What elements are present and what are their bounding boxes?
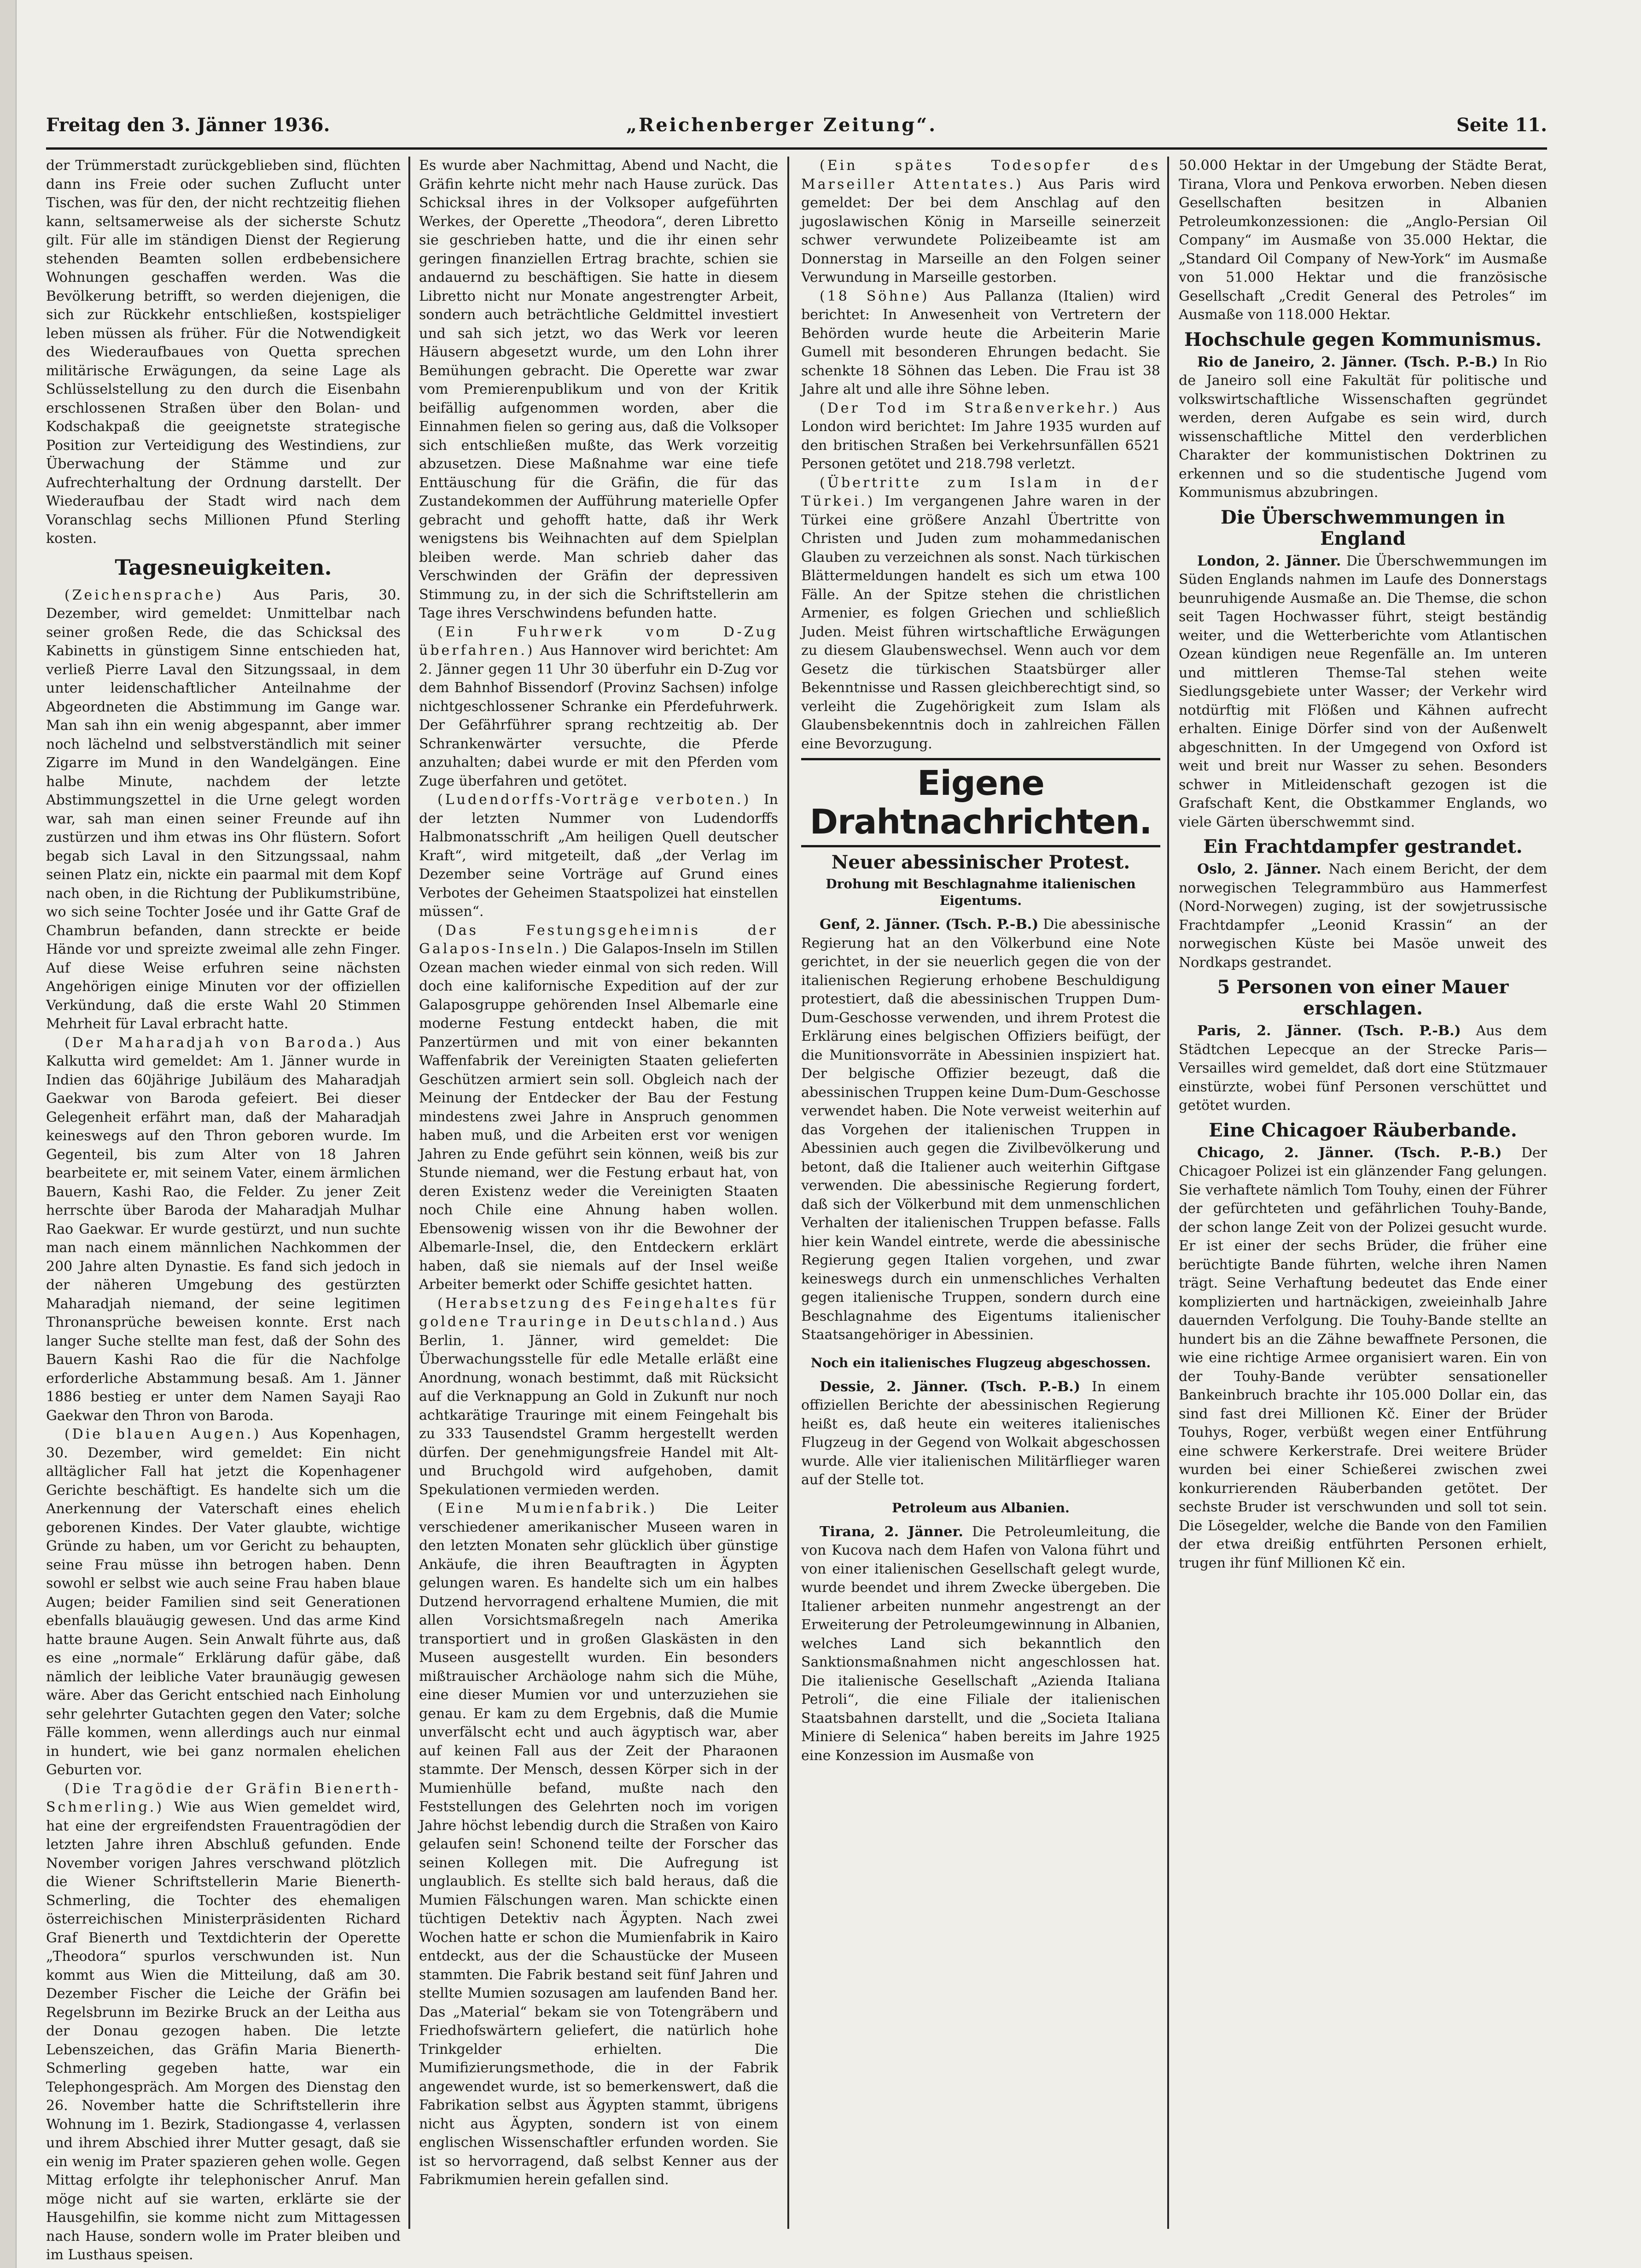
article-paragraph: (Eine Mumienfabrik.) Die Leiter verschiedener amerikanischer Museen waren in den letzten Monaten sehr glücklich über günstige Ankäufe, die ihren Beauftragten in Ägypten gelungen waren. Es handelte sich um ein halbes Dutzend hervorragend erhaltene Mumien, die mit allen Vorsichtsmaßregeln nach Amerika transportiert und in großen Glaskästen in den Museen ausgestellt wurden. Ein besonders mißtrauischer Archäologe nahm sich die Mühe, eine dieser Mumien vor und unterzuziehen sie genau. Er kam zu dem Ergebnis, daß die Mumie unverfälscht echt und auch ägyptisch war, aber auf keinen Fall aus der Zeit der Pharaonen stammte. Der Mensch, dessen Körper sich in der Mumienhülle befand, mußte nach den Feststellungen des Gelehrten noch im vorigen Jahre höchst lebendig durch die Straßen von Kairo gelaufen sein! Schonend teilte der Forscher das seinen Kollegen mit. Die Aufregung ist unglaublich. Es stellte sich bald heraus, daß die Mumien Fälschungen waren. Man schickte einen tüchtigen Detektiv nach Ägypten. Nach zwei Wochen hatte er schon die Mumienfabrik in Kairo entdeckt, aus der die Schaustücke der Museen stammten. Die Fabrik bestand seit fünf Jahren und stellte Mumien sozusagen am laufenden Band her. Das „Material“ bekam sie von Totengräbern und Friedhofswärtern geliefert, die natürlich hohe Trinkgelder erhielten. Die Mumifizierungsmethode, die in der Fabrik angewendet wurde, ist so bemerkenswert, daß die Fabrikation selbst aus Ägypten stammt, übrigens nicht aus Ägypten, sondern ist von einem englischen Wissenschaftler erfunden worden. Sie ist so hervorragend, daß selbst Kenner aus der Fabrikmumien herein gefallen sind. [419, 1500, 778, 2188]
article-paragraph: der Trümmerstadt zurückgeblieben sind, flüchten dann ins Freie oder suchen Zuflucht unter Tischen, was für den, der nicht rechtzeitig fliehen kann, seltsamerweise als der sicherste Schutz gilt. Für alle im ständigen Dienst der Regierung stehenden Beamten sollen erdbebensichere Wohnungen geschaffen werden. Was die Bevölkerung betrifft, so werden diejenigen, die sich zur Rückkehr entschließen, kostspieliger leben müssen als früher. Für die Notwendigkeit des Wiederaufbaues von Quetta sprechen militärische Erwägungen, da seine Lage als Schlüsselstellung zu den durch die Eisenbahn erschlossenen Straßen über den Bolan- und Kodschakpaß die geeignetste strategische Position zur Verteidigung des Westindiens, zur Überwachung der Stämme und zur Aufrechterhaltung der Ordnung darstellt. Der Wiederaufbau der Stadt wird nach dem Voranschlag sechs Millionen Pfund Sterling kosten. [46, 157, 401, 547]
column-1 [46, 157, 401, 2263]
issue-date: Freitag den 3. Jänner 1936. [46, 114, 330, 136]
article-paragraph: Dessie, 2. Jänner. (Tsch. P.-B.) In einem offiziellen Berichte der abessinischen Regierung heißt es, daß heute ein weiteres italienisches Flugzeug in der Gegend von Wolkait abgeschossen wurde. Alle vier italienischen Militärflieger waren auf der Stelle tot. [801, 1378, 1160, 1488]
section-heading-wire-news: Eigene Drahtnachrichten. [801, 758, 1160, 847]
article-paragraph: (Ludendorffs-Vorträge verboten.) In der letzten Nummer von Ludendorffs Halbmonatsschrift „Am heiligen Quell deutscher Kraft“, wird mitgeteilt, daß „der Verlag im Dezember seine Vorträge auf Grund eines Verbotes der Geheimen Staatspolizei hat einstellen müssen“. [419, 792, 778, 920]
article-paragraph: 50.000 Hektar in der Umgebung der Städte Berat, Tirana, Vlora und Penkova erworben. Neben diesen Gesellschaften besitzen in Albanien Petroleumkonzessionen: die „Anglo-Persian Oil Company“ im Ausmaße von 35.000 Hektar, die „Standard Oil Company of New-York“ im Ausmaße von 51.000 Hektar und die französische Gesellschaft „Credit General des Petroles“ im Ausmaße von 118.000 Hektar. [1179, 157, 1547, 323]
article-headline: 5 Personen von einer Mauer erschlagen. [1217, 976, 1509, 1019]
article-paragraph: (Der Tod im Straßenverkehr.) Aus London wird berichtet: Im Jahre 1935 wurden auf den britischen Straßen bei Verkehrsunfällen 6521 Personen getötet und 218.798 verletzt. [801, 400, 1160, 472]
article-headline: Noch ein italienisches Flugzeug abgeschossen. [810, 1355, 1151, 1370]
newspaper-title: „Reichenberger Zeitung“. [626, 114, 937, 136]
article-paragraph: (Herabsetzung des Feingehaltes für goldene Trauringe in Deutschland.) Aus Berlin, 1. Jänner, wird gemeldet: Die Überwachungsstelle für edle Metalle erläßt eine Anordnung, wonach bestimmt, daß mit Rücksicht auf die Verknappung an Gold in Zukunft nur noch achtkarätige Trauringe mit einem Feingehalt bis zu 333 Tausendstel Gramm hergestellt werden dürfen. Der genehmigungsfreie Handel mit Alt- und Bruchgold wird aufgehoben, damit Spekulationen vermieden werden. [419, 1295, 779, 1498]
page-number: Seite 11. [1456, 114, 1547, 136]
article-paragraph: Oslo, 2. Jänner. Nach einem Bericht, der dem norwegischen Telegrammbüro aus Hammerfest (Nord-Norwegen) zuging, ist der sowjetrussische Frachtdampfer „Leonid Krassin“ an der norwegischen Küste bei Masöe unweit des Nordkaps gestrandet. [1179, 861, 1548, 971]
column-rule [787, 157, 789, 2229]
article-headline: Eine Chicagoer Räuberbande. [1209, 1119, 1517, 1141]
article-paragraph: (Zeichensprache) Aus Paris, 30. Dezember, wird gemeldet: Unmittelbar nach seiner großen Rede, die das Schicksal des Kabinetts in günstigem Sinne entschieden hat, verließ Pierre Laval den Sitzungssaal, in dem unter leidenschaftlicher Anteilnahme der Abgeordneten die Abstimmung im Gange war. Man sah ihn ein wenig abgespannt, aber immer noch lächelnd und selbstverständlich mit seiner Zigarre im Mund in den Wandelgängen. Eine halbe Minute, nachdem der letzte Abstimmungszettel in die Urne gelegt worden war, sah man einen seiner Freunde auf ihn zustürzen und ihm etwas ins Ohr flüstern. Sofort begab sich Laval in den Sitzungssaal, nahm seinen Platz ein, nickte ein paarmal mit dem Kopf nach oben, in die Richtung der Publikumstribüne, wo sich seine Tochter Josée und ihr Gatte Graf de Chambrun befanden, dann streckte er beide Hände vor und spreizte zweimal alle zehn Finger. Auf diese Weise erfuhren seine nächsten Angehörigen einige Minuten vor der offiziellen Verkündung, daß die erste Wahl 20 Stimmen Mehrheit für Laval erbracht hatte. [46, 587, 401, 1032]
article-headline: Hochschule gegen Kommunismus. [1184, 328, 1542, 350]
article-paragraph: Chicago, 2. Jänner. (Tsch. P.-B.) Der Chicagoer Polizei ist ein glänzender Fang gelungen. Sie verhaftete nämlich Tom Touhy, einen der Führer der gefürchteten und gefährlichen Touhy-Bande, der schon lange Zeit von der Polizei gesucht wurde. Er ist einer der sechs Brüder, die früher eine berüchtigte Bande führten, welche ihren Namen trägt. Seine Verhaftung bedeutet das Ende einer komplizierten und hartnäckigen, zweieinhalb Jahre dauernden Verfolgung. Die Touhy-Bande stellte an hundert bis an die Zähne bewaffnete Personen, die wie eine richtige Armee organisiert waren. Ein von der Touhy-Bande verübter sensationeller Bankeinbruch brachte ihr 105.000 Dollar ein, das sind fast drei Millionen Kč. Einer der Brüder Touhys, Roger, verbüßt wegen einer Entführung eine schwere Kerkerstrafe. Drei weitere Brüder wurden bei einer Schießerei zwischen zwei konkurrierenden Räuberbanden getötet. Der sechste Bruder ist verschwunden und soll tot sein. Die Lösegelder, welche die Bande von den Familien der etwa dreißig entführten Personen erhielt, trugen ihr fünf Millionen Kč ein. [1179, 1144, 1547, 1571]
section-heading: Tagesneuigkeiten. [115, 554, 332, 580]
article-paragraph: (Ein Fuhrwerk vom D-Zug überfahren.) Aus Hannover wird berichtet: Am 2. Jänner gegen 11 Uhr 30 überfuhr ein D-Zug vor dem Bahnhof Bissendorf (Provinz Sachsen) infolge nichtgeschlossener Schranke ein Pferdefuhrwerk. Der Gefährführer sprang rechtzeitig ab. Der Schrankenwärter versuchte, die Pferde anzuhalten; dabei wurde er mit den Pferden vom Zuge überfahren und getötet. [419, 624, 778, 789]
article-paragraph: Genf, 2. Jänner. (Tsch. P.-B.) Die abessinische Regierung hat an den Völkerbund eine Note gerichtet, in der sie neuerlich gegen die von der italienischen Regierung erhobene Beschuldigung protestiert, daß die abessinischen Truppen Dum-Dum-Geschosse verwenden, und ihrem Protest die Erklärung eines belgischen Offiziers beifügt, der die Munitionsvorräte in Abessinien inspiziert hat. Der belgische Offizier bezeugt, daß die abessinischen Truppen keine Dum-Dum-Geschosse verwendet haben. Die Note verweist weiterhin auf das Vorgehen der italienischen Truppen in Abessinien auch gegen die Zivilbevölkerung und betont, daß die Italiener auch weiterhin Giftgase verwenden. Die abessinische Regierung fordert, daß sich der Völkerbund mit dem unmenschlichen Verhalten der italienischen Truppen befasse. Falls hier kein Wandel eintrete, werde die abessinische Regierung gegen Italien vorgehen, und zwar keineswegs durch ein unmenschliches Verhalten gegen italienische Truppen, sondern durch eine Beschlagnahme des Eigentums italienischer Staatsangehöriger in Abessinien. [801, 916, 1160, 1343]
column-4 [1179, 157, 1547, 2229]
column-2 [419, 157, 778, 2229]
page-header [46, 106, 1547, 150]
column-3 [801, 157, 1160, 2229]
article-paragraph: Paris, 2. Jänner. (Tsch. P.-B.) Aus dem Städtchen Lepecque an der Strecke Paris—Versailles wird gemeldet, daß dort eine Stützmauer einstürzte, wobei fünf Personen verschüttet und getötet wurden. [1179, 1023, 1547, 1114]
article-headline: Petroleum aus Albanien. [892, 1500, 1070, 1516]
article-paragraph: (Der Maharadjah von Baroda.) Aus Kalkutta wird gemeldet: Am 1. Jänner wurde in Indien das 60jährige Jubiläum des Maharadjah Gaekwar von Baroda gefeiert. Bei dieser Gelegenheit erfährt man, daß der Maharadjah keineswegs auf den Thron geboren wurde. Im Gegenteil, bis zum Alter von 18 Jahren bearbeitete er, mit seinem Vater, einem ärmlichen Bauern, Kashi Rao, die Felder. Zu jener Zeit herrschte über Baroda der Maharadjah Mulhar Rao Gaekwar. Er wurde gestürzt, und nun suchte man nach einem männlichen Nachkommen der 200 Jahre alten Dynastie. Es fand sich jedoch in der näheren Umgebung des gestürzten Maharadjah niemand, der seine legitimen Thronansprüche beweisen konnte. Erst nach langer Suche stellte man fest, daß der Sohn des Bauern Kashi Rao die für die Nachfolge erforderliche Abstammung besaß. Am 1. Jänner 1886 bestieg er unter dem Namen Sayaji Rao Gaekwar den Thron von Baroda. [46, 1034, 401, 1424]
article-paragraph: (Ein spätes Todesopfer des Marseiller Attentates.) Aus Paris wird gemeldet: Der bei dem Anschlag auf den jugoslawischen König in Marseille seinerzeit schwer verwundete Polizeibeamte ist am Donnerstag in Marseille an den Folgen seiner Verwundung in Marseille gestorben. [801, 157, 1160, 286]
article-paragraph: (Übertritte zum Islam in der Türkei.) Im vergangenen Jahre waren in der Türkei eine größere Anzahl Übertritte von Christen und Juden zum mohammedanischen Glauben zu verzeichnen als sonst. Nach türkischen Blättermeldungen handelt es sich um etwa 100 Fälle. An der Spitze stehen die christlichen Armenier, es folgen Griechen und schließlich Juden. Meist führen wirtschaftliche Erwägungen zu diesem Glaubenswechsel. Wenn auch vor dem Gesetz die türkischen Staatsbürger aller Bekenntnisse und Rassen gleichberechtigt sind, so verleiht die Zugehörigkeit zum Islam als Glaubensbekenntnis doch in zahlreichen Fällen eine Bevorzugung. [801, 474, 1160, 752]
article-paragraph: London, 2. Jänner. Die Überschwemmungen im Süden Englands nahmen im Laufe des Donnerstags beunruhigende Ausmaße an. Die Themse, die schon seit Tagen Hochwasser führt, steigt beständig weiter, und die Wetterberichte vom Atlantischen Ozean kündigen neue Regenfälle an. Im unteren und mittleren Themse-Tal stehen weite Siedlungsgebiete unter Wasser; der Verkehr wird notdürftig mit Flößen und Kähnen aufrecht erhalten. Einige Dörfer sind von der Außenwelt abgeschnitten. In der Umgegend von Oxford ist weit und breit nur Wasser zu sehen. Besonders schwer in Mitleidenschaft gezogen ist die Grafschaft Kent, die Obstkammer Englands, wo viele Gärten überschwemmt sind. [1179, 553, 1547, 830]
article-subheadline: Drohung mit Beschlagnahme italienischen Eigentums. [826, 876, 1136, 908]
newspaper-page [28, 106, 1548, 2263]
page-binding-edge [0, 0, 17, 2268]
article-paragraph: Es wurde aber Nachmittag, Abend und Nacht, die Gräfin kehrte nicht mehr nach Hause zurück. Das Schicksal ihres in der Volksoper aufgeführten Werkes, der Operette „Theodora“, deren Libretto sie geschrieben hatte, und die ihr einen sehr geringen finanziellen Ertrag brachte, schien sie andauernd zu beschäftigen. Sie hatte in diesem Libretto nicht nur Monate angestrengter Arbeit, sondern auch beträchtliche Geldmittel investiert und sah sich jetzt, wo das Werk vor leeren Häusern abgesetzt wurde, um den Lohn ihrer Bemühungen gebracht. Die Operette war zwar vom Premierenpublikum und von der Kritik beifällig aufgenommen worden, aber die Einnahmen fielen so gering aus, daß die Volksoper sich entschließen mußte, das Werk vorzeitig abzusetzen. Diese Maßnahme war eine tiefe Enttäuschung für die Gräfin, die für das Zustandekommen der Aufführung materielle Opfer gebracht und gehofft hatte, daß ihr Werk wenigstens bis Weihnachten auf dem Spielplan bleiben werde. Man schrieb daher das Verschwinden der Gräfin der depressiven Stimmung zu, in der sich die Schriftstellerin am Tage ihres Verschwindens befunden hatte. [419, 157, 778, 621]
article-paragraph: (18 Söhne) Aus Pallanza (Italien) wird berichtet: In Anwesenheit von Vertretern der Behörden wurde heute die Arbeiterin Marie Gumell mit besonderen Ehrungen bedacht. Sie schenkte 18 Söhnen das Leben. Die Frau ist 38 Jahre alt und alle ihre Söhne leben. [801, 288, 1160, 397]
article-headline: Neuer abessinischer Protest. [831, 851, 1130, 873]
article-paragraph: Rio de Janeiro, 2. Jänner. (Tsch. P.-B.) In Rio de Janeiro soll eine Fakultät für politische und volkswirtschaftliche Wissenschaften gegründet werden, deren Aufgabe es sein wird, durch wissenschaftliche Mittel den verderblichen Charakter der kommunistischen Doktrinen zu erkennen und so die studentische Jugend vom Kommunismus abzubringen. [1179, 354, 1547, 501]
article-paragraph: (Die Tragödie der Gräfin Bienerth-Schmerling.) Wie aus Wien gemeldet wird, hat eine der ergreifendsten Frauentragödien der letzten Jahre ihren Abschluß gefunden. Ende November vorigen Jahres verschwand plötzlich die Wiener Schriftstellerin Marie Bienerth-Schmerling, die Tochter des ehemaligen österreichischen Ministerpräsidenten Richard Graf Bienerth und Textdichterin der Operette „Theodora“ spurlos verschwunden ist. Nun kommt aus Wien die Mitteilung, daß am 30. Dezember Fischer die Leiche der Gräfin bei Regelsbrunn im Bezirke Bruck an der Leitha aus der Donau gezogen haben. Die letzte Lebenszeichen, das Gräfin Maria Bienerth-Schmerling gegeben hatte, war ein Telephongespräch. Am Morgen des Dienstag den 26. November hatte die Schriftstellerin ihre Wohnung im 1. Bezirk, Stadiongasse 4, verlassen und ihrem Abschied ihrer Mutter gesagt, daß sie ein wenig im Prater spazieren gehen wolle. Gegen Mittag erfolgte ihr telephonischer Anruf. Man möge nicht auf sie warten, erklärte sie der Hausgehilfin, sie komme nicht zum Mittagessen nach Hause, sondern wolle im Prater bleiben und im Lusthaus speisen. [46, 1780, 401, 2263]
column-rule [1167, 157, 1169, 2229]
columns [46, 157, 1548, 2263]
article-headline: Ein Frachtdampfer gestrandet. [1203, 836, 1523, 857]
article-paragraph: Tirana, 2. Jänner. Die Petroleumleitung, die von Kucova nach dem Hafen von Valona führt und von einer italienischen Gesellschaft gelegt wurde, wurde beendet und ihrem Zwecke übergeben. Die Italiener arbeiten nunmehr angestrengt an der Erweiterung der Petroleumgewinnung in Albanien, welches Land sich bekanntlich den Sanktionsmaßnahmen nicht angeschlossen hat. Die italienische Gesellschaft „Azienda Italiana Petroli“, die eine Filiale der italienischen Staatsbahnen darstellt, und die „Societa Italiana Miniere di Selenica“ haben bereits im Jahre 1925 eine Konzession im Ausmaße von [801, 1523, 1160, 1764]
article-paragraph: (Das Festungsgeheimnis der Galapos-Inseln.) Die Galapos-Inseln im Stillen Ozean machen wieder einmal von sich reden. Will doch eine kalifornische Expedition auf der zur Galaposgruppe gehörenden Insel Albemarle eine moderne Festung entdeckt haben, die mit Panzertürmen und mit von einer bekannten Waffenfabrik der Vereinigten Staaten gelieferten Geschützen armiert sein soll. Obgleich nach der Meinung der Entdecker der Bau der Festung mindestens zwei Jahre in Anspruch genommen haben muß, und die Arbeiten erst vor wenigen Jahren zu Ende geführt sein können, weiß bis zur Stunde niemand, wer die Festung erbaut hat, von deren Existenz weder die Vereinigten Staaten noch Chile eine Ahnung haben wollen. Ebensowenig wissen von ihr die Bewohner der Albemarle-Insel, die, den Entdeckern erklärt haben, daß sie niemals auf der Insel weiße Arbeiter bemerkt oder Schiffe gesichtet hatten. [419, 922, 778, 1293]
article-headline: Die Überschwemmungen in England [1221, 506, 1505, 549]
column-rule [408, 157, 410, 2229]
article-paragraph: (Die blauen Augen.) Aus Kopenhagen, 30. Dezember, wird gemeldet: Ein nicht alltäglicher Fall hat jetzt die Kopenhagener Gerichte beschäftigt. Es handelte sich um die Anerkennung der Vaterschaft eines ehelich geborenen Kindes. Der Vater glaubte, wichtige Gründe zu haben, um vor Gericht zu behaupten, seine Frau müsse ihn betrogen haben. Denn sowohl er selbst wie auch seine Frau haben blaue Augen; beider Familien sind seit Generationen ebenfalls blauäugig gewesen. Und das arme Kind hatte braune Augen. Sein Anwalt führte aus, daß es eine „normale“ Erklärung dafür gäbe, daß nämlich der leibliche Vater braunäugig gewesen wäre. Aber das Gericht entschied nach Einholung sehr gelehrter Gutachten gegen den Vater; solche Fälle kommen, wenn allerdings auch nur einmal in hundert, wie bei ganz normalen ehelichen Geburten vor. [46, 1426, 401, 1778]
